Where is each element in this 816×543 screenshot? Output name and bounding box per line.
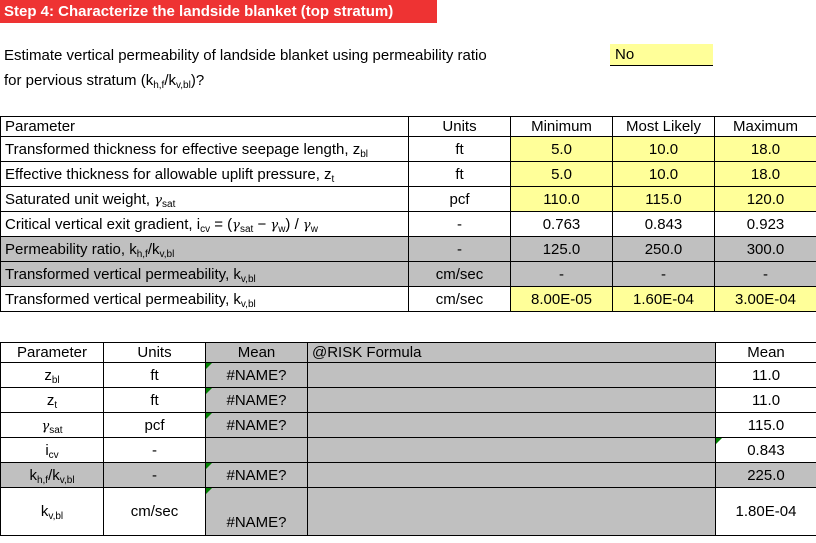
parameter-cell[interactable]: $\gamma_{sat}$ xyxy=(1,413,104,438)
header-most-likely: Most Likely xyxy=(613,117,715,137)
units-cell[interactable]: - xyxy=(104,463,206,488)
risk-row-icv xyxy=(1,438,816,463)
mean-cell[interactable]: #NAME? xyxy=(206,463,308,488)
row-vertical-permeability-disabled xyxy=(1,262,816,287)
formula-cell[interactable] xyxy=(308,463,716,488)
header-parameter: Parameter xyxy=(1,343,104,363)
parameter-cell[interactable]: Permeability ratio, $k_{h,f}/k_{v,bl}$ xyxy=(1,237,409,262)
risk-row-zt xyxy=(1,388,816,413)
row-transformed-thickness xyxy=(1,137,816,162)
minimum-cell[interactable]: 0.763 xyxy=(511,212,613,237)
units-cell[interactable]: - xyxy=(409,212,511,237)
maximum-cell[interactable]: 0.923 xyxy=(715,212,816,237)
units-cell[interactable]: pcf xyxy=(104,413,206,438)
header-risk-formula: @RISK Formula xyxy=(308,343,716,363)
parameter-cell[interactable]: Transformed thickness for effective seepage length, $z_{bl}$ xyxy=(1,137,409,162)
row-effective-thickness xyxy=(1,162,816,187)
maximum-cell[interactable]: 300.0 xyxy=(715,237,816,262)
mean-result-cell[interactable]: 1.80E-04 xyxy=(716,488,816,536)
mean-cell[interactable]: #NAME? xyxy=(206,363,308,388)
formula-cell[interactable] xyxy=(308,363,716,388)
maximum-cell[interactable]: 18.0 xyxy=(715,137,816,162)
maximum-cell[interactable]: 3.00E-04 xyxy=(715,287,816,312)
row-vertical-permeability xyxy=(1,287,816,312)
header-units: Units xyxy=(409,117,511,137)
row-permeability-ratio xyxy=(1,237,816,262)
parameters-table xyxy=(0,116,816,312)
minimum-cell[interactable]: 5.0 xyxy=(511,162,613,187)
mean-cell[interactable] xyxy=(206,438,308,463)
risk-row-zbl xyxy=(1,363,816,388)
mean-result-cell[interactable]: 11.0 xyxy=(716,388,816,413)
header-units: Units xyxy=(104,343,206,363)
mean-result-cell[interactable]: 11.0 xyxy=(716,363,816,388)
units-cell[interactable]: ft xyxy=(409,162,511,187)
header-parameter: Parameter xyxy=(1,117,409,137)
question-line-2: for pervious stratum $(k_{h,f}/k_{v,bl})$? xyxy=(4,72,205,91)
most-likely-cell[interactable]: 10.0 xyxy=(613,137,715,162)
risk-row-permeability-ratio xyxy=(1,463,816,488)
formula-cell[interactable] xyxy=(308,413,716,438)
units-cell[interactable]: ft xyxy=(104,363,206,388)
mean-result-cell[interactable]: 115.0 xyxy=(716,413,816,438)
header-mean: Mean xyxy=(206,343,308,363)
formula-cell[interactable] xyxy=(308,438,716,463)
step-header: Step 4: Characterize the landside blanket (top stratum) xyxy=(0,0,437,23)
mean-cell[interactable]: #NAME? xyxy=(206,488,308,536)
most-likely-cell[interactable]: 10.0 xyxy=(613,162,715,187)
question-line-1: Estimate vertical permeability of landside blanket using permeability ratio xyxy=(4,47,487,64)
mean-result-cell[interactable]: 0.843 xyxy=(716,438,816,463)
parameter-cell[interactable]: $z_t$ xyxy=(1,388,104,413)
most-likely-cell[interactable]: 250.0 xyxy=(613,237,715,262)
parameters-header-row xyxy=(1,117,816,137)
units-cell[interactable]: - xyxy=(104,438,206,463)
risk-header-row xyxy=(1,343,816,363)
maximum-cell[interactable]: - xyxy=(715,262,816,287)
units-cell[interactable]: cm/sec xyxy=(409,287,511,312)
parameter-cell[interactable]: Critical vertical exit gradient, $i_{cv} = (\gamma_{sat} - \gamma_w) / \gamma_w$ xyxy=(1,212,409,237)
formula-cell[interactable] xyxy=(308,488,716,536)
parameter-cell[interactable]: $k_{h,f}/k_{v,bl}$ xyxy=(1,463,104,488)
parameter-cell[interactable]: $z_{bl}$ xyxy=(1,363,104,388)
mean-cell[interactable]: #NAME? xyxy=(206,388,308,413)
units-cell[interactable]: - xyxy=(409,237,511,262)
units-cell[interactable]: ft xyxy=(409,137,511,162)
row-critical-exit-gradient xyxy=(1,212,816,237)
minimum-cell[interactable]: 110.0 xyxy=(511,187,613,212)
mean-result-cell[interactable]: 225.0 xyxy=(716,463,816,488)
most-likely-cell[interactable]: 1.60E-04 xyxy=(613,287,715,312)
most-likely-cell[interactable]: - xyxy=(613,262,715,287)
most-likely-cell[interactable]: 115.0 xyxy=(613,187,715,212)
units-cell[interactable]: cm/sec xyxy=(104,488,206,536)
header-minimum: Minimum xyxy=(511,117,613,137)
parameter-cell[interactable]: $i_{cv}$ xyxy=(1,438,104,463)
parameter-cell[interactable]: Effective thickness for allowable uplift pressure, $z_t$ xyxy=(1,162,409,187)
header-mean-result: Mean xyxy=(716,343,816,363)
risk-row-kvbl xyxy=(1,488,816,536)
parameter-cell[interactable]: Transformed vertical permeability, $k_{v,bl}$ xyxy=(1,262,409,287)
header-maximum: Maximum xyxy=(715,117,816,137)
minimum-cell[interactable]: 5.0 xyxy=(511,137,613,162)
formula-cell[interactable] xyxy=(308,388,716,413)
most-likely-cell[interactable]: 0.843 xyxy=(613,212,715,237)
parameter-cell[interactable]: Transformed vertical permeability, $k_{v,bl}$ xyxy=(1,287,409,312)
maximum-cell[interactable]: 120.0 xyxy=(715,187,816,212)
units-cell[interactable]: ft xyxy=(104,388,206,413)
minimum-cell[interactable]: - xyxy=(511,262,613,287)
risk-row-gamma-sat xyxy=(1,413,816,438)
units-cell[interactable]: pcf xyxy=(409,187,511,212)
risk-formula-table xyxy=(0,342,816,536)
minimum-cell[interactable]: 8.00E-05 xyxy=(511,287,613,312)
permeability-ratio-answer-cell[interactable]: No xyxy=(610,44,713,66)
row-saturated-unit-weight xyxy=(1,187,816,212)
parameter-cell[interactable]: $k_{v,bl}$ xyxy=(1,488,104,536)
units-cell[interactable]: cm/sec xyxy=(409,262,511,287)
maximum-cell[interactable]: 18.0 xyxy=(715,162,816,187)
parameter-cell[interactable]: Saturated unit weight, $\gamma_{sat}$ xyxy=(1,187,409,212)
mean-cell[interactable]: #NAME? xyxy=(206,413,308,438)
minimum-cell[interactable]: 125.0 xyxy=(511,237,613,262)
